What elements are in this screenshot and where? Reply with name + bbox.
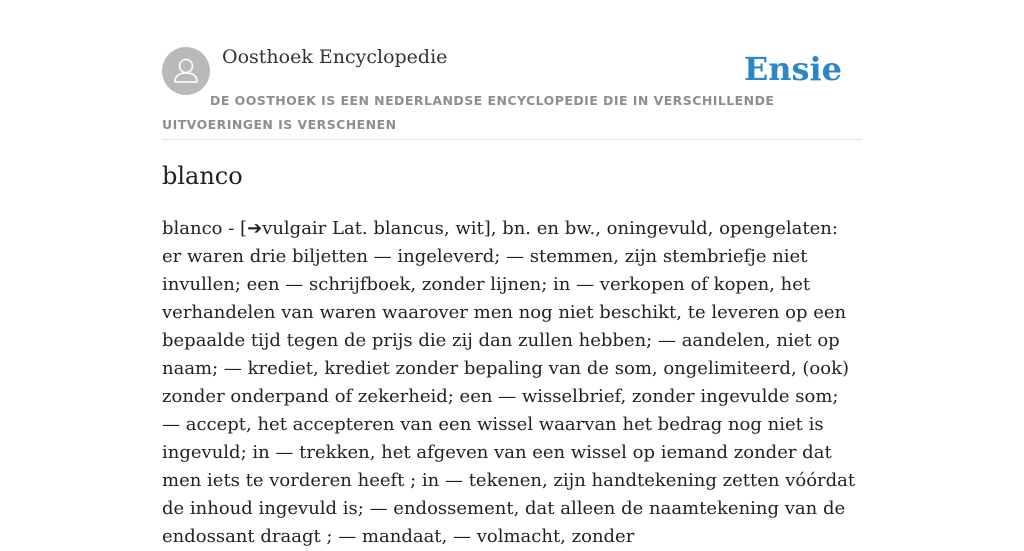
brand-logo-link[interactable]: Ensie [743,50,842,88]
entry-body: blanco - [➔vulgair Lat. blancus, wit], bn. en bw., oningevuld, opengelaten: er waren drie biljetten — ingeleverd; — stemmen, zijn stembriefje niet invullen; een — schrijfboek, zonder lijnen; in — verkopen of kopen, het verhandelen van waren waarover men nog niet beschikt, te leveren op een bepaalde tijd tegen de prijs die zij dan zullen hebben; — aandelen, niet op naam; — krediet, krediet zonder bepaling van de som, ongelimiteerd, (ook) zonder onderpand of zekerheid; een — wisselbrief, zonder ingevulde som; — accept, het accepteren van een wissel waarvan het bedrag nog niet is ingevuld; in — trekken, het afgeven van een wissel op iemand zonder dat men iets te vorderen heeft ; in — tekenen, zijn handtekening zetten vóórdat de inhoud ingevuld is; — endossement, dat alleen de naamtekening van de endossant draagt ; — mandaat, — volmacht, zonder [162,218,856,547]
site-header [162,0,862,140]
site-name[interactable]: Oosthoek Encyclopedie [222,46,448,68]
page [162,0,862,547]
user-avatar-icon[interactable] [162,47,210,95]
header-divider [162,139,862,140]
avatar-silhouette [162,47,210,95]
entry-title: blanco [162,162,243,190]
site-tagline: DE OOSTHOEK IS EEN NEDERLANDSE ENCYCLOPEDIE DIE IN VERSCHILLENDE UITVOERINGEN IS VERSCHENEN [162,93,775,132]
